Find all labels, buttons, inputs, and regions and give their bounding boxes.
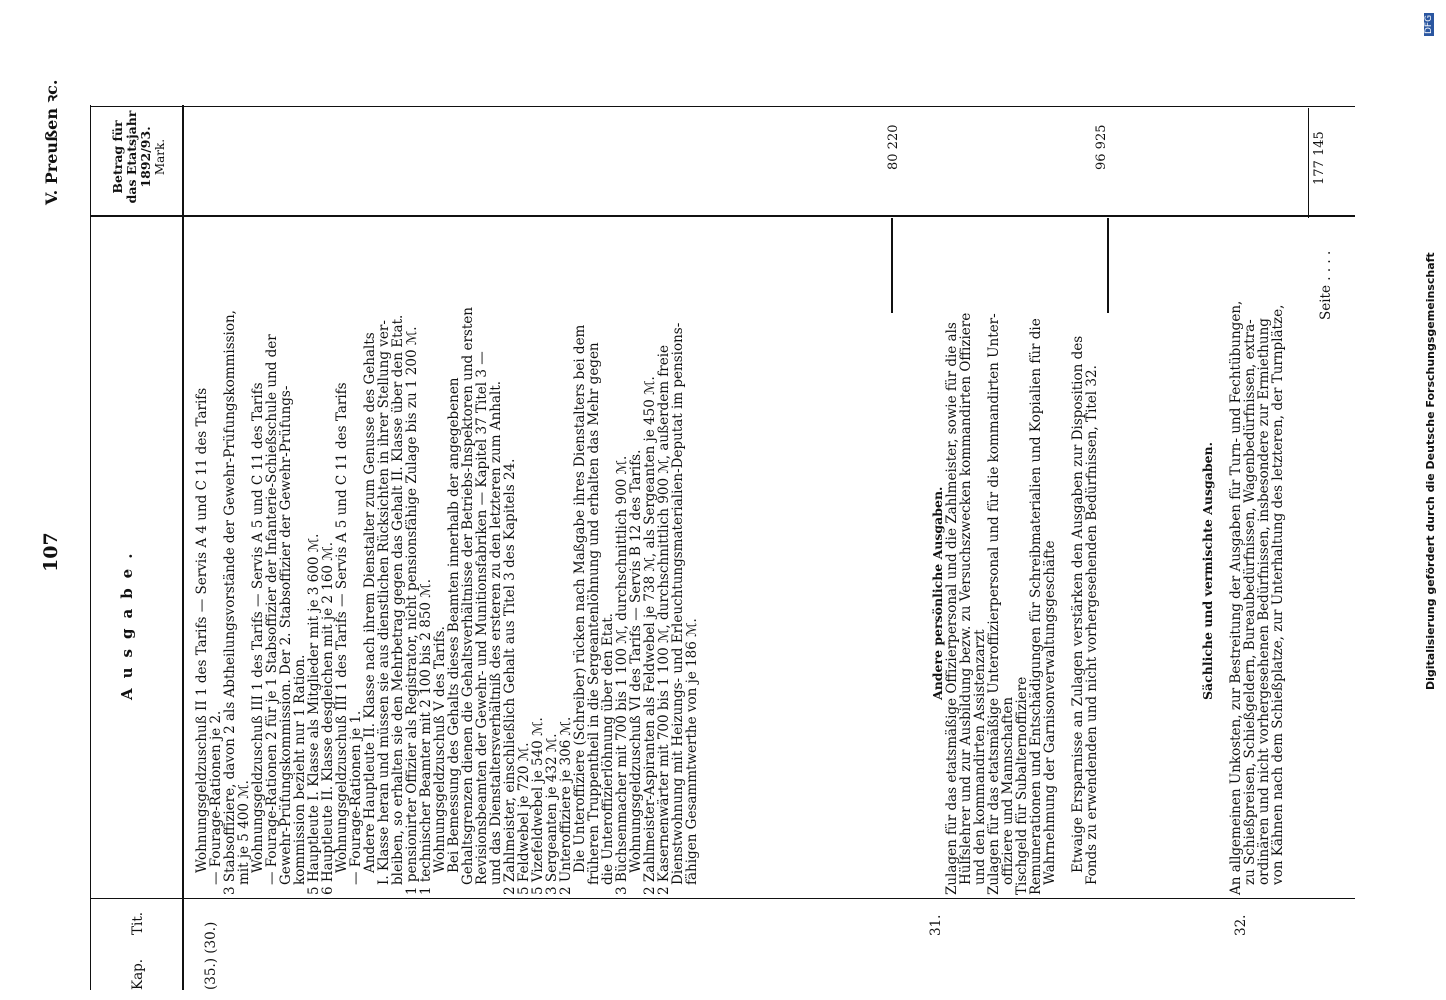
text-line: Revisionsbeamten der Gewehr- und Munitionsfabriken — Kapitel 37 Titel 3 — — [474, 351, 490, 885]
kap-tit-entry: (35.) (30.) — [203, 921, 219, 990]
block-3 — [1230, 225, 1286, 895]
text-line: 2 Kasernenwärter mit 700 bis 1 100 ℳ, durchschnittlich 900 ℳ, außerdem freie — [656, 344, 672, 895]
text-line: I. Klasse heran und müssen sie aus dienstlichen Rücksichten in ihrer Stellung ver- — [376, 320, 392, 885]
total-amount: 177 145 — [1312, 131, 1327, 185]
amount-value: 96 925 — [1094, 124, 1109, 170]
text-line: 1 technischer Beamter mit 2 100 bis 2 850 ℳ. — [418, 578, 434, 895]
dfg-logo: DFG — [1424, 14, 1434, 34]
text-line: Andere Hauptleute II. Klasse nach ihrem Dienstalter zum Genusse des Gehalts — [362, 332, 378, 873]
text-line: offiziere und Mannschaften — [1000, 696, 1016, 885]
digitization-notice: Digitalisierung gefördert durch die Deutsche Forschungsgemeinschaft — [1424, 252, 1437, 690]
text-line: Bei Bemessung des Gehalts dieses Beamten innerhalb der angegebenen — [446, 377, 462, 873]
text-line: Gewehr-Prüfungskommission. Der 2. Stabsoffizier der Gewehr-Prüfungs- — [278, 385, 294, 885]
text-line: bleiben, so erhalten sie den Mehrbetrag gegen das Gehalt II. Klasse über den Etat. — [390, 314, 406, 885]
text-line: früheren Truppentheil in die Sergeantenlöhnung und erhalten das Mehr gegen — [586, 342, 602, 885]
betrag-header: Betrag für das Etatsjahr 1892/93. Mark. — [110, 110, 167, 204]
text-line: Gehaltsgrenzen dienen die Gehaltsverhältnisse der Betriebs-Inspektoren und ersten — [460, 307, 476, 885]
text-line: 3 Büchsenmacher mit 700 bis 1 100 ℳ, durchschnittlich 900 ℳ. — [614, 455, 630, 895]
text-line: Hülfslehrer und zur Ausbildung bezw. zu Versuchszwecken kommandirten Offiziere — [958, 312, 974, 885]
text-line: An allgemeinen Unkosten, zur Bestreitung der Ausgaben für Turn- und Fechtübungen, — [1228, 300, 1244, 895]
text-line: Etwaige Ersparnisse an Zulagen verstärken den Ausgaben zur Disposition des — [1070, 335, 1086, 873]
title-number: 32. — [1233, 914, 1249, 936]
kap-header: Kap. — [130, 958, 146, 990]
text-line: — Fourage-Rationen je 2. — [208, 710, 224, 885]
text-line: — Fourage-Rationen 2 für je 1 Stabsoffizier der Infanterie-Schießschule und der — [264, 334, 280, 885]
total-rule — [1308, 108, 1309, 218]
tit-header: Tit. — [130, 911, 146, 935]
text-line: 1 pensionirter Offizier als Registrator, nicht pensionsfähige Zulage bis zu 1 200 ℳ. — [404, 326, 420, 895]
text-line: 5 Feldwebel je 720 ℳ. — [516, 742, 532, 895]
kap-tit-column-rule — [90, 898, 1355, 899]
sum-rule — [1107, 218, 1109, 313]
text-line: 6 Hauptleute II. Klasse desgleichen mit je 2 160 ℳ. — [320, 541, 336, 895]
text-line: Wohnungsgeldzuschuß V des Tarifs. — [432, 626, 448, 873]
title-number: 31. — [928, 914, 944, 936]
text-line: Remunerationen und Entschädigungen für Schreibmaterialien und Kopialien für die — [1028, 318, 1044, 895]
text-line: und das Dienstaltersverhältniß des ersteren zu den letzteren zum Anhalt. — [488, 380, 504, 885]
text-line: zu Schießpreisen, Schießgeldern, Bureaubedürfnissen, Wagenbedürfnissen, extra- — [1242, 319, 1258, 885]
text-line: ordinären und nicht vorhergesehenen Bedürfnissen, insbesondere zur Ermiethung — [1256, 318, 1272, 885]
text-line: 2 Zahlmeister, einschließlich Gehalt aus Titel 3 des Kapitels 24. — [502, 458, 518, 895]
amount-value: 80 220 — [886, 124, 901, 170]
sum-rule — [891, 218, 893, 313]
text-line: fähigen Gesammtwerthe von je 186 ℳ. — [684, 618, 700, 885]
text-line: 5 Hauptleute I. Klasse als Mitglieder mit je 3 600 ℳ. — [306, 533, 322, 895]
text-line: 2 Unteroffiziere je 306 ℳ. — [558, 716, 574, 895]
text-line: Tischgeld für Subalternoffiziere — [1014, 676, 1030, 895]
text-line: — Fourage-Rationen je 1. — [348, 710, 364, 885]
text-line: Zulagen für das etatsmäßige Offizierpersonal und die Zahlmeister, sowie für die als — [944, 322, 960, 895]
top-rule — [90, 105, 91, 990]
text-line: Wohnungsgeldzuschuß II 1 des Tarifs — Servis A 4 und C 11 des Tarifs — [194, 387, 210, 873]
text-line: mit je 5 400 ℳ. — [236, 780, 252, 885]
text-line: Dienstwohnung mit Heizungs- und Erleuchtungsmaterialien-Deputat im pensions- — [670, 322, 686, 885]
text-line: 2 Zahlmeister-Aspiranten als Feldwebel je 738 ℳ, als Sergeanten je 450 ℳ. — [642, 376, 658, 895]
text-line: von Kähnen nach dem Schießplatze, zur Unterhaltung des letzteren, der Turnplätze, — [1270, 304, 1286, 885]
header-rule — [90, 215, 1355, 217]
text-line: 3 Sergeanten je 432 ℳ. — [544, 733, 560, 895]
block-1 — [196, 225, 700, 895]
header-divider — [182, 105, 184, 990]
text-line: 5 Vizefeldwebel je 540 ℳ. — [530, 717, 546, 895]
text-line: und den kommandirten Assistenzarzt — [972, 629, 988, 885]
text-line: Wahrnehmung der Garnisonverwaltungsgeschäfte — [1042, 540, 1058, 885]
text-line: Fonds zu erwendenden und nicht vorhergesehenden Bedürfnissen, Titel 32. — [1084, 365, 1100, 885]
block-2 — [946, 235, 1100, 895]
text-line: Zulagen für das etatsmäßige Unteroffizierpersonal und für die kommandirten Unter- — [986, 313, 1002, 895]
text-line: kommission bezieht nur 1 Ration. — [292, 654, 308, 885]
amount-column-rule — [90, 106, 1355, 107]
section-heading: Ausgabe. — [118, 543, 136, 700]
text-line: 3 Stabsoffiziere, davon 2 als Abtheilungsvorstände der Gewehr-Prüfungskommission, — [222, 310, 238, 895]
page-number: 107 — [40, 532, 62, 572]
text-line: Wohnungsgeldzuschuß III 1 des Tarifs — Servis A 5 und C 11 des Tarifs — [334, 382, 350, 873]
text-line: Die Unteroffiziere (Schreiber) rücken nach Maßgabe ihres Dienstalters bei dem — [572, 324, 588, 873]
text-line: Wohnungsgeldzuschuß III 1 des Tarifs — Servis A 5 und C 11 des Tarifs — [250, 382, 266, 873]
text-line: die Unteroffizierlöhnung über den Etat. — [600, 613, 616, 885]
carry-over-label: Seite . . . . — [1318, 250, 1334, 320]
text-line: Wohnungsgeldzuschuß VI des Tarifs — Servis B 12 des Tarifs. — [628, 449, 644, 873]
subheading: Sächliche und vermischte Ausgaben. — [1200, 442, 1215, 700]
running-head: V. Preußen ꝛc. — [42, 79, 61, 205]
subheading: Andere persönliche Ausgaben. — [930, 486, 945, 700]
